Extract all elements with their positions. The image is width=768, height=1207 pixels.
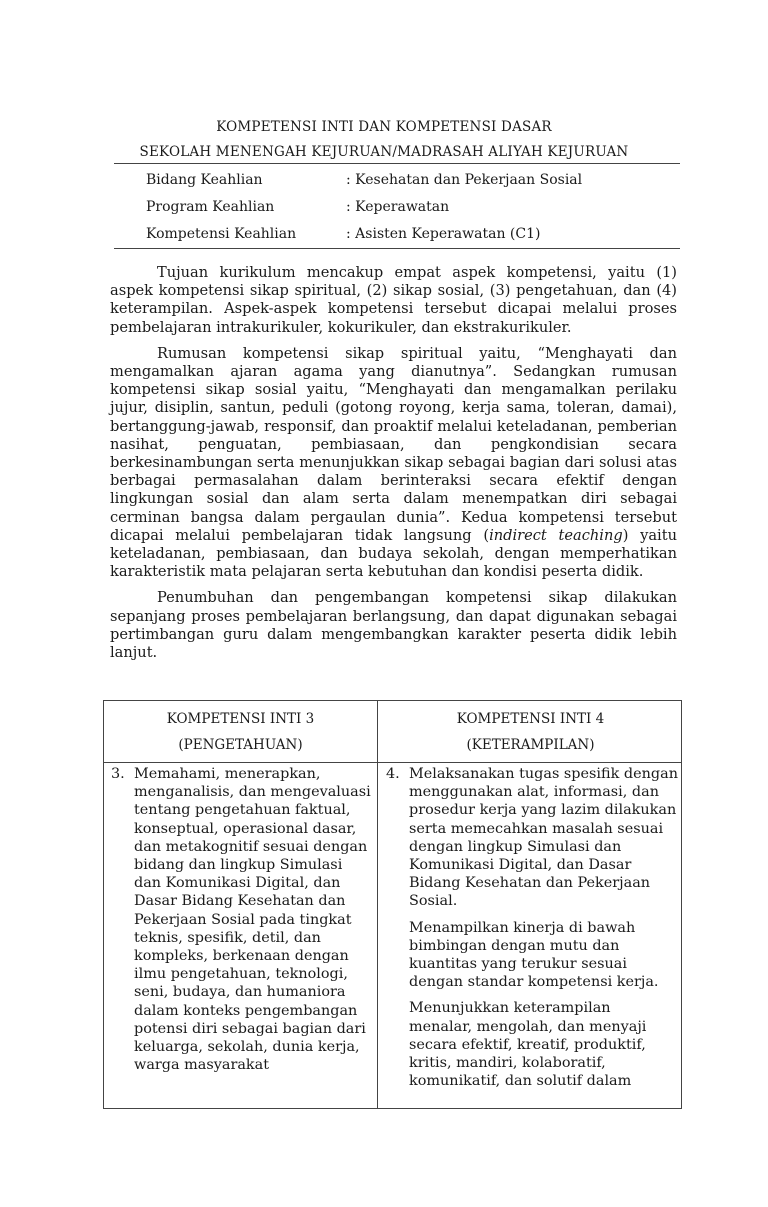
italic-term: indirect teaching <box>489 526 623 544</box>
ki3-header-title: KOMPETENSI INTI 3 <box>166 711 315 727</box>
paragraph-text: Rumusan kompetensi sikap spiritual yaitu, “Menghayati dan mengamalkan ajaran agama yang dianutnya”. Sedangkan rumusan kompetensi sikap sosial yaitu, “Menghayati dan mengamalkan perilaku jujur, disiplin, santun, peduli (gotong royong, kerja sama, toleran, damai), bertanggung-jawab, responsif, dan proaktif melalui keteladanan, pemberian nasihat, penguatan, pembiasaan, dan pengkondisian secara berkesinambungan serta menunjukkan sikap sebagai bagian dari solusi atas berbagai permasalahan dalam berinteraksi secara efektif dengan lingkungan sosial dan alam serta dalam menempatkan diri sebagai cerminan bangsa dalam pergaulan dunia”. Kedua kompetensi tersebut dicapai melalui pembelajaran tidak langsung ( <box>110 344 677 544</box>
ki4-header-title: KOMPETENSI INTI 4 <box>456 711 605 727</box>
paragraph-rumusan-kompetensi <box>110 345 677 582</box>
paragraph-tujuan-kurikulum: Tujuan kurikulum mencakup empat aspek kompetensi, yaitu (1) aspek kompetensi sikap spiritual, (2) sikap sosial, (3) pengetahuan, dan (4) keterampilan. Aspek-aspek kompetensi tersebut dicapai melalui proses pembelajaran intrakurikuler, kokurikuler, dan ekstrakurikuler. <box>110 264 677 336</box>
info-label: Program Keahlian <box>146 199 275 215</box>
ki3-item-text <box>134 765 373 1074</box>
info-label: Kompetensi Keahlian <box>146 226 297 242</box>
competency-table <box>103 700 682 1109</box>
document-subtitle: SEKOLAH MENENGAH KEJURUAN/MADRASAH ALIYAH KEJURUAN <box>139 144 629 160</box>
info-value: : Keperawatan <box>346 199 450 215</box>
ki4-item-text <box>409 765 678 1090</box>
info-value: : Asisten Keperawatan (C1) <box>346 226 541 242</box>
ki4-paragraph-3: Menunjukkan keterampilan menalar, mengolah, dan menyaji secara efektif, kreatif, produktif, kritis, mandiri, kolaboratif, komunikatif, dan solutif dalam <box>409 1000 647 1090</box>
ki4-item-number: 4. <box>386 766 400 782</box>
header-bottom-rule <box>114 248 680 249</box>
ki3-header-subtitle: (PENGETAHUAN) <box>178 737 303 753</box>
ki4-header <box>378 701 682 762</box>
header-top-rule <box>114 163 680 164</box>
ki4-header-subtitle: (KETERAMPILAN) <box>466 737 595 753</box>
ki4-cell <box>386 765 678 1098</box>
ki4-paragraph-2: Menampilkan kinerja di bawah bimbingan dengan mutu dan kuantitas yang terukur sesuai dengan standar kompetensi kerja. <box>409 919 659 991</box>
ki4-paragraph-1: Melaksanakan tugas spesifik dengan menggunakan alat, informasi, dan prosedur kerja yang lazim dilakukan serta memecahkan masalah sesuai dengan lingkup Simulasi dan Komunikasi Digital, dan Dasar Bidang Kesehatan dan Pekerjaan Sosial. <box>409 766 678 910</box>
info-value: : Kesehatan dan Pekerjaan Sosial <box>346 172 583 188</box>
body-text <box>110 264 677 662</box>
ki3-item-number: 3. <box>111 766 125 782</box>
info-label: Bidang Keahlian <box>146 172 263 188</box>
table-header-divider <box>104 762 681 763</box>
ki3-cell <box>111 765 373 1082</box>
ki3-paragraph: Memahami, menerapkan, menganalisis, dan mengevaluasi tentang pengetahuan faktual, konseptual, operasional dasar, dan metakognitif sesuai dengan bidang dan lingkup Simulasi dan Komunikasi Digital, dan Dasar Bidang Kesehatan dan Pekerjaan Sosial pada tingkat teknis, spesifik, detil, dan kompleks, berkenaan dengan ilmu pengetahuan, teknologi, seni, budaya, dan humaniora dalam konteks pengembangan potensi diri sebagai bagian dari keluarga, sekolah, dunia kerja, warga masyarakat <box>134 766 371 1074</box>
document-title: KOMPETENSI INTI DAN KOMPETENSI DASAR <box>216 119 552 135</box>
paragraph-text: ) yaitu keteladanan, pembiasaan, dan budaya sekolah, dengan memperhatikan karakteristik mata pelajaran serta kebutuhan dan kondisi peserta didik. <box>110 526 677 581</box>
paragraph-penumbuhan: Penumbuhan dan pengembangan kompetensi sikap dilakukan sepanjang proses pembelajaran berlangsung, dan dapat digunakan sebagai pertimbangan guru dalam mengembangkan karakter peserta didik lebih lanjut. <box>110 589 677 662</box>
ki3-header <box>104 701 377 762</box>
